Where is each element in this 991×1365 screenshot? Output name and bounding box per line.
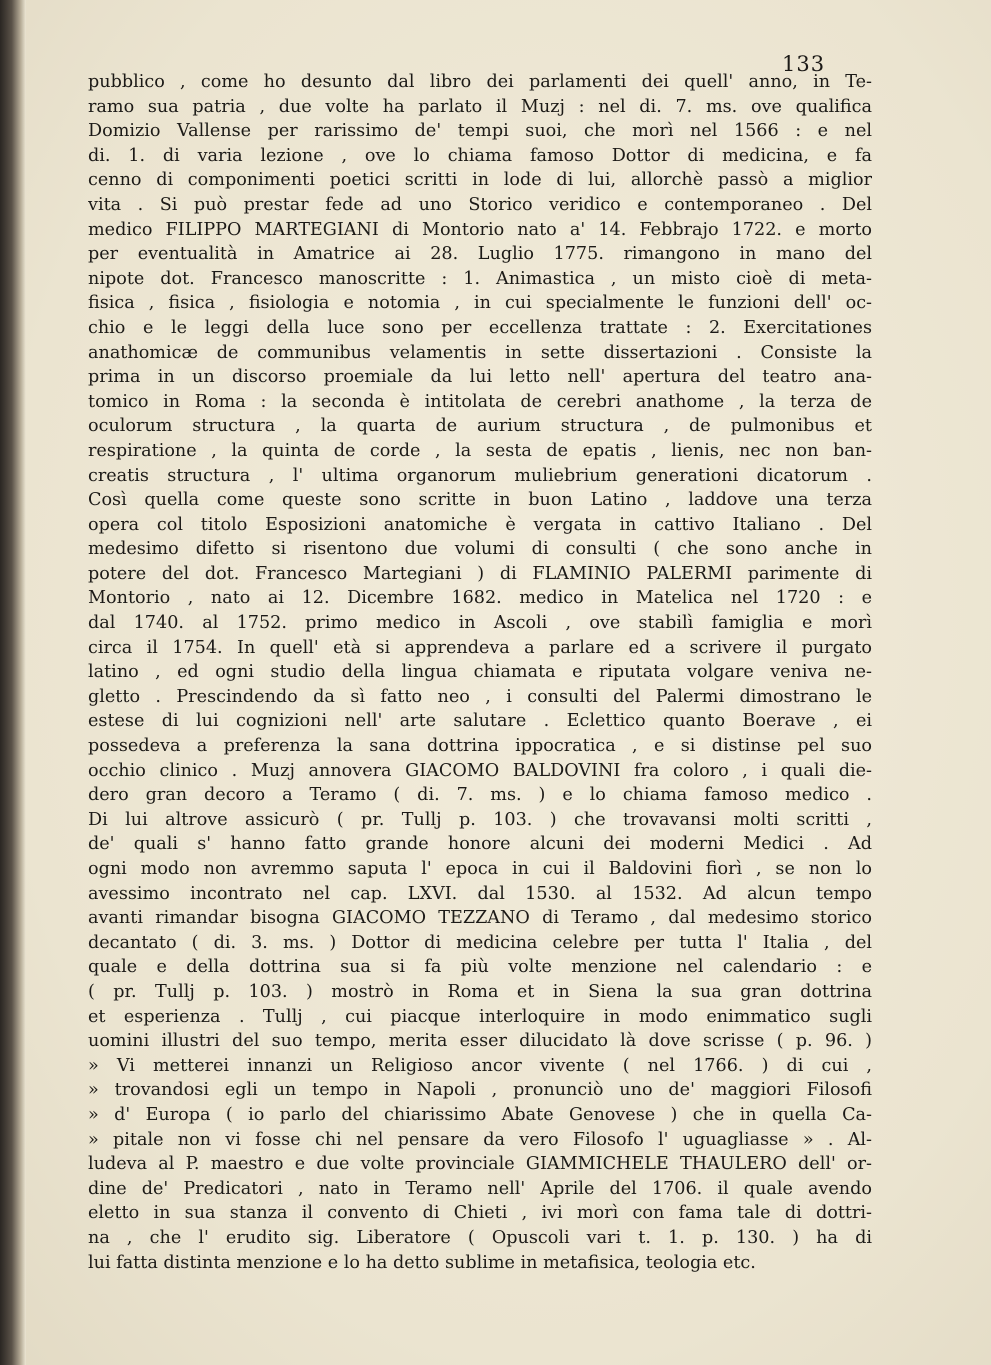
- text-line: Domizio Vallense per rarissimo de' tempi suoi, che morì nel 1566 : e nel: [88, 121, 872, 142]
- text-line: Così quella come queste sono scritte in buon Latino , laddove una terza: [88, 490, 872, 511]
- text-line: dero gran decoro a Teramo ( di. 7. ms. ) e lo chiama famoso medico .: [88, 785, 872, 806]
- text-line: cenno di componimenti poetici scritti in lode di lui, allorchè passò a miglior: [88, 170, 872, 191]
- text-line: Montorio , nato ai 12. Dicembre 1682. medico in Matelica nel 1720 : e: [88, 588, 872, 609]
- book-gutter-shadow: [0, 0, 26, 1365]
- text-line: » pitale non vi fosse chi nel pensare da vero Filosofo l' uguagliasse » . Al-: [88, 1129, 872, 1150]
- text-line: ludeva al P. maestro e due volte provinciale GIAMMICHELE THAULERO dell' or-: [88, 1154, 872, 1175]
- text-line: » trovandosi egli un tempo in Napoli , pronunciò uno de' maggiori Filosofi: [88, 1080, 872, 1101]
- text-line: medesimo difetto si risentono due volumi di consulti ( che sono anche in: [88, 539, 872, 560]
- text-line: gletto . Prescindendo da sì fatto neo , i consulti del Palermi dimostrano le: [88, 686, 872, 707]
- text-line: medico FILIPPO MARTEGIANI di Montorio nato a' 14. Febbrajo 1722. e morto: [88, 219, 872, 240]
- text-line: avanti rimandar bisogna GIACOMO TEZZANO di Teramo , dal medesimo storico: [88, 908, 872, 929]
- text-line: potere del dot. Francesco Martegiani ) di FLAMINIO PALERMI parimente di: [88, 563, 872, 584]
- text-line: latino , ed ogni studio della lingua chiamata e riputata volgare veniva ne-: [88, 662, 872, 683]
- text-line: di. 1. di varia lezione , ove lo chiama famoso Dottor di medicina, e fa: [88, 145, 872, 166]
- text-line: anathomicæ de communibus velamentis in sette dissertazioni . Consiste la: [88, 342, 872, 363]
- text-line: per eventualità in Amatrice ai 28. Luglio 1775. rimangono in mano del: [88, 244, 872, 265]
- text-line: quale e della dottrina sua si fa più volte menzione nel calendario : e: [88, 957, 872, 978]
- text-line: » Vi metterei innanzi un Religioso ancor vivente ( nel 1766. ) di cui ,: [88, 1055, 872, 1076]
- text-line: circa il 1754. In quell' età si apprendeva a parlare ed a scrivere il purgato: [88, 637, 872, 658]
- text-line: oculorum structura , la quarta de aurium structura , de pulmonibus et: [88, 416, 872, 437]
- text-line: lui fatta distinta menzione e lo ha detto sublime in metafisica, teologia etc.: [88, 1252, 756, 1273]
- text-line: na , che l' erudito sig. Liberatore ( Opuscoli vari t. 1. p. 130. ) ha di: [88, 1227, 872, 1248]
- body-text: [88, 70, 872, 1275]
- text-line: respiratione , la quinta de corde , la sesta de epatis , lienis, nec non ban-: [88, 440, 872, 461]
- text-line: ( pr. Tullj p. 103. ) mostrò in Roma et in Siena la sua gran dottrina: [88, 981, 872, 1002]
- text-line: opera col titolo Esposizioni anatomiche è vergata in cattivo Italiano . Del: [88, 514, 872, 535]
- text-line: et esperienza . Tullj , cui piacque interloquire in modo enimmatico sugli: [88, 1006, 872, 1027]
- text-line: ogni modo non avremmo saputa l' epoca in cui il Baldovini fiorì , se non lo: [88, 859, 872, 879]
- text-line: de' quali s' hanno fatto grande honore alcuni dei moderni Medici . Ad: [88, 834, 872, 855]
- page-number: 133: [782, 52, 826, 76]
- text-line: estese di lui cognizioni nell' arte salutare . Eclettico quanto Boerave , ei: [88, 711, 872, 732]
- text-line: decantato ( di. 3. ms. ) Dottor di medicina celebre per tutta l' Italia , del: [88, 932, 872, 953]
- text-line: dine de' Predicatori , nato in Teramo nell' Aprile del 1706. il quale avendo: [88, 1178, 872, 1199]
- text-line: nipote dot. Francesco manoscritte : 1. Animastica , un misto cioè di meta-: [88, 268, 872, 289]
- text-line: possedeva a preferenza la sana dottrina ippocratica , e si distinse pel suo: [88, 736, 872, 757]
- text-line: creatis structura , l' ultima organorum muliebrium generationi dicatorum .: [88, 465, 872, 486]
- text-line: fisica , fisica , fisiologia e notomia , in cui specialmente le funzioni dell' oc-: [88, 293, 872, 314]
- text-line: » d' Europa ( io parlo del chiarissimo Abate Genovese ) che in quella Ca-: [88, 1104, 872, 1125]
- text-line: avessimo incontrato nel cap. LXVI. dal 1530. al 1532. Ad alcun tempo: [88, 883, 872, 904]
- text-line: eletto in sua stanza il convento di Chieti , ivi morì con fama tale di dottri-: [88, 1203, 872, 1224]
- text-line: pubblico , come ho desunto dal libro dei parlamenti dei quell' anno, in Te-: [88, 72, 872, 92]
- text-line: vita . Si può prestar fede ad uno Storico veridico e contemporaneo . Del: [88, 194, 872, 215]
- text-line: tomico in Roma : la seconda è intitolata de cerebri anathome , la terza de: [88, 391, 872, 412]
- text-line: ramo sua patria , due volte ha parlato il Muzj : nel di. 7. ms. ove qualifica: [88, 96, 872, 117]
- text-line: occhio clinico . Muzj annovera GIACOMO BALDOVINI fra coloro , i quali die-: [88, 760, 872, 781]
- text-line: uomini illustri del suo tempo, merita esser dilucidato là dove scrisse ( p. 96. ): [88, 1031, 872, 1052]
- text-line: chio e le leggi della luce sono per eccellenza trattate : 2. Exercitationes: [88, 317, 872, 338]
- text-line: prima in un discorso proemiale da lui letto nell' apertura del teatro ana-: [88, 367, 872, 388]
- text-line: Di lui altrove assicurò ( pr. Tullj p. 103. ) che trovavansi molti scritti ,: [88, 809, 872, 830]
- text-line: dal 1740. al 1752. primo medico in Ascoli , ove stabilì famiglia e morì: [88, 613, 872, 634]
